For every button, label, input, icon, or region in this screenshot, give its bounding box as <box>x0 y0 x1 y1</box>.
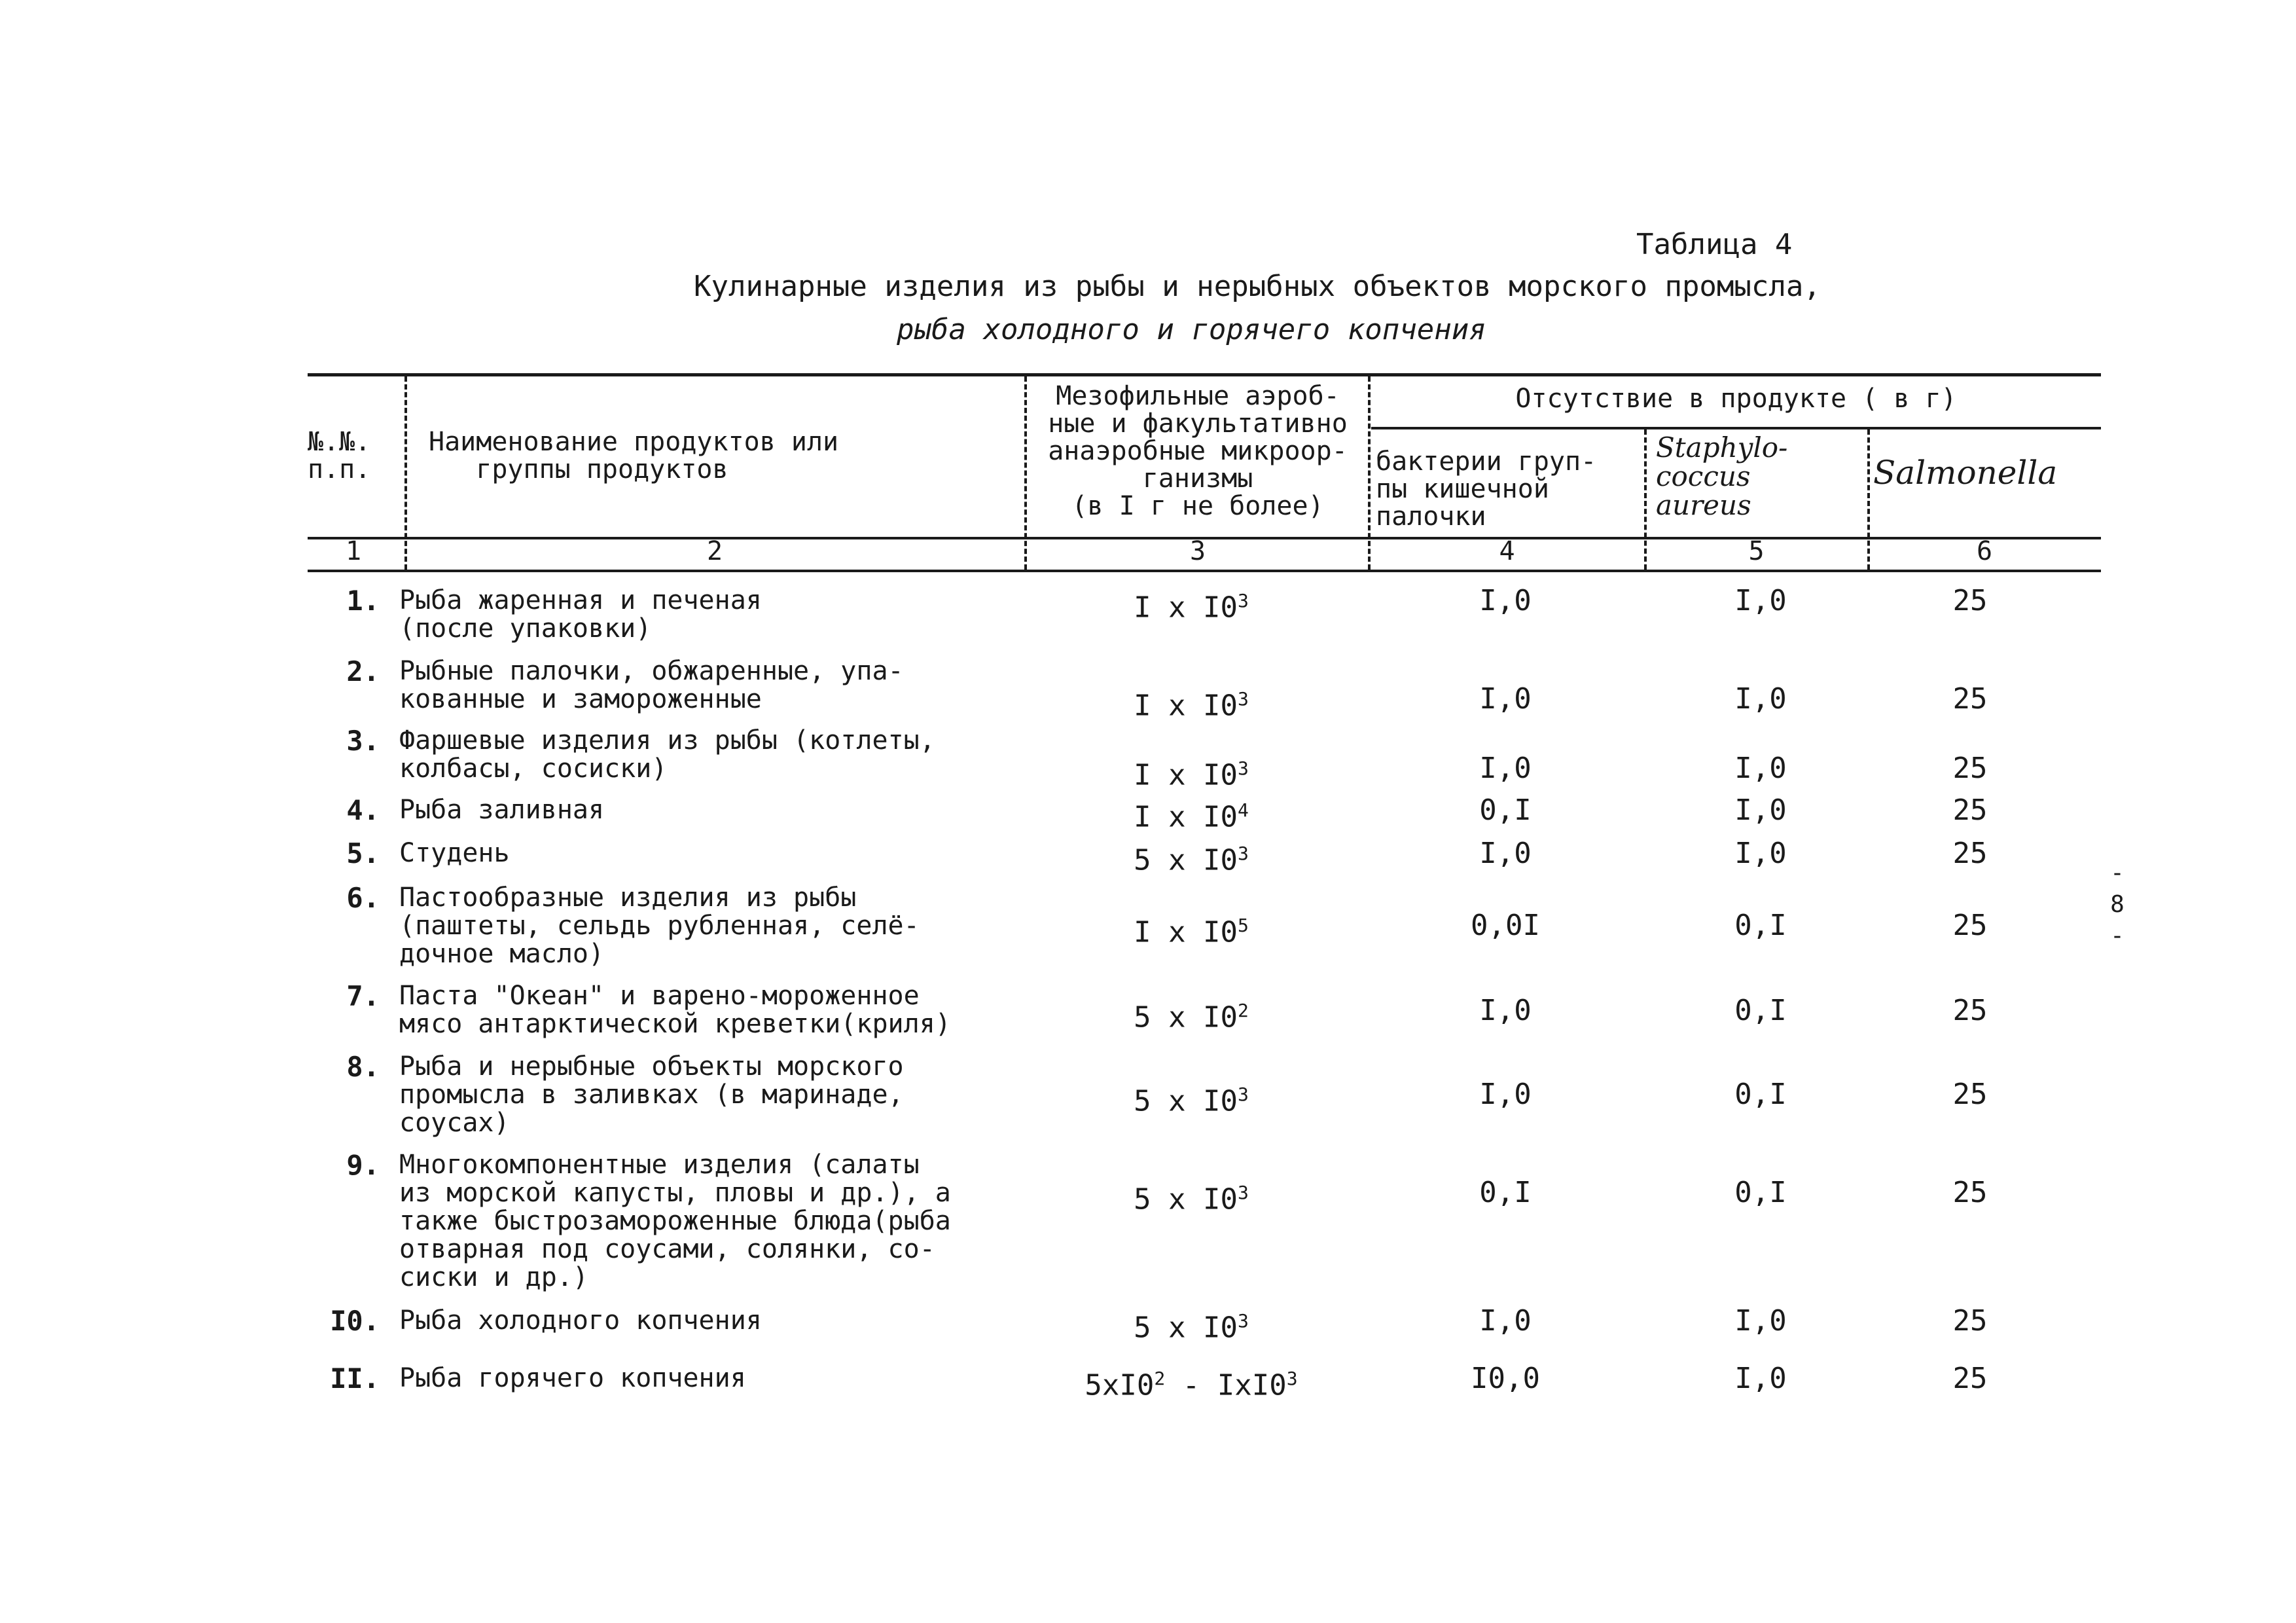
table-row-coliform: 0,I <box>1479 793 1532 827</box>
group-header-rule <box>1371 427 2101 429</box>
table-row-name: Многокомпонентные изделия (салаты из морской капусты, пловы и др.), а также быстрозамороженные блюда(рыба отварная под соусами, солянки, со- сиски и др.) <box>399 1150 951 1292</box>
table-row-name: Фаршевые изделия из рыбы (котлеты, колбасы, сосиски) <box>399 725 935 784</box>
table-row-microorganisms: 5 x $I0^3$ <box>1134 1310 1249 1345</box>
col-separator-2 <box>1024 376 1027 570</box>
table-row-number: 6. <box>346 882 380 914</box>
table-row-salmonella: 25 <box>1952 909 1988 942</box>
table-row-coliform: I,0 <box>1479 584 1532 617</box>
table-row-name: Паста "Океан" и варено-мороженное мясо антарктической креветки(криля) <box>399 981 951 1039</box>
table-row-microorganisms: $5xI0^2 - IxI0^3$ <box>1085 1368 1298 1402</box>
column-number-rule <box>308 570 2101 572</box>
table-row-salmonella: 25 <box>1952 1176 1988 1209</box>
column-number-1: 1 <box>345 536 362 566</box>
table-row-number: 8. <box>346 1051 380 1083</box>
table-row-staphylococcus: 0,I <box>1734 909 1787 942</box>
header-salmonella: Salmonella <box>1873 454 2058 492</box>
table-row-salmonella: 25 <box>1952 1078 1988 1111</box>
table-row-coliform: I,0 <box>1479 682 1532 716</box>
table-row-coliform: 0,I <box>1479 1176 1532 1209</box>
table-row-number: 5. <box>346 837 380 869</box>
table-row-name: Студень <box>399 838 510 868</box>
table-row-salmonella: 25 <box>1952 793 1988 827</box>
table-row-salmonella: 25 <box>1952 752 1988 785</box>
table-row-number: 4. <box>346 794 380 826</box>
table-row-staphylococcus: I,0 <box>1734 752 1787 785</box>
table-row-number: 1. <box>346 585 380 617</box>
table-row-coliform: I0,0 <box>1471 1362 1540 1395</box>
table-row-name: Рыба горячего копчения <box>399 1363 746 1393</box>
table-row-number: 3. <box>346 725 380 757</box>
table-row-staphylococcus: I,0 <box>1734 584 1787 617</box>
table-row-staphylococcus: I,0 <box>1734 793 1787 827</box>
table-row-name: Рыба и нерыбные объекты морского промысла в заливках (в маринаде, соусах) <box>399 1051 904 1138</box>
table-row-coliform: 0,0I <box>1471 909 1540 942</box>
column-number-2: 2 <box>706 536 723 566</box>
col-separator-3 <box>1368 376 1371 570</box>
table-row-microorganisms: I x $I0^5$ <box>1134 915 1249 949</box>
table-row-salmonella: 25 <box>1952 1362 1988 1395</box>
table-row-staphylococcus: I,0 <box>1734 1304 1787 1338</box>
table-row-salmonella: 25 <box>1952 837 1988 870</box>
table-row-coliform: I,0 <box>1479 837 1532 870</box>
table-row-microorganisms: 5 x $I0^2$ <box>1134 1000 1249 1034</box>
column-number-3: 3 <box>1189 536 1206 566</box>
table-row-salmonella: 25 <box>1952 994 1988 1027</box>
header-absence-group: Отсутствие в продукте ( в г) <box>1515 384 1957 414</box>
table-row-salmonella: 25 <box>1952 584 1988 617</box>
table-row-coliform: I,0 <box>1479 994 1532 1027</box>
table-row-number: I0. <box>330 1305 380 1337</box>
header-microorganisms: Мезофильные аэроб- ные и факультативно анаэробные микроор- ганизмы (в I г не более) <box>1048 381 1348 521</box>
table-row-name: Рыба холодного копчения <box>399 1305 762 1336</box>
table-row-name: Пастообразные изделия из рыбы (паштеты, сельдь рубленная, селё- дочное масло) <box>399 883 920 969</box>
table-row-staphylococcus: 0,I <box>1734 1176 1787 1209</box>
table-row-coliform: I,0 <box>1479 1304 1532 1338</box>
table-top-rule <box>308 373 2101 376</box>
column-number-5: 5 <box>1748 536 1765 566</box>
table-row-number: II. <box>330 1362 380 1395</box>
table-row-microorganisms: 5 x $I0^3$ <box>1134 843 1249 877</box>
table-row-name: Рыба жаренная и печеная (после упаковки) <box>399 585 762 644</box>
table-row-staphylococcus: I,0 <box>1734 1362 1787 1395</box>
table-row-number: 9. <box>346 1149 380 1181</box>
table-row-staphylococcus: 0,I <box>1734 1078 1787 1111</box>
header-row-number: №.№. п.п. <box>308 427 371 484</box>
table-row-staphylococcus: I,0 <box>1734 837 1787 870</box>
table-row-coliform: I,0 <box>1479 752 1532 785</box>
table-row-coliform: I,0 <box>1479 1078 1532 1111</box>
table-row-staphylococcus: I,0 <box>1734 682 1787 716</box>
column-number-4: 4 <box>1499 536 1515 566</box>
table-row-microorganisms: I x $I0^3$ <box>1134 757 1249 792</box>
table-row-name: Рыбные палочки, обжаренные, упа- кованные и замороженные <box>399 656 904 714</box>
table-row-number: 7. <box>346 980 380 1012</box>
table-title-line-1: Кулинарные изделия из рыбы и нерыбных объектов морского промысла, <box>694 270 1821 303</box>
table-row-microorganisms: I x $I0^3$ <box>1134 590 1249 625</box>
header-staphylococcus: Staphylo- coccus aureus <box>1656 431 1788 521</box>
table-row-staphylococcus: 0,I <box>1734 994 1787 1027</box>
table-label: Таблица 4 <box>1636 228 1793 261</box>
table-row-microorganisms: 5 x $I0^3$ <box>1134 1084 1249 1118</box>
header-coliform: бактерии груп- пы кишечной палочки <box>1376 447 1597 532</box>
page-number-mark: - 8 - <box>2110 860 2125 949</box>
table-row-salmonella: 25 <box>1952 682 1988 716</box>
table-row-number: 2. <box>346 655 380 687</box>
table-row-microorganisms: I x $I0^3$ <box>1134 688 1249 723</box>
header-product-name: Наименование продуктов или группы продуктов <box>429 427 839 484</box>
table-row-microorganisms: 5 x $I0^3$ <box>1134 1182 1249 1216</box>
table-title-line-2: рыба холодного и горячего копчения <box>897 313 1486 346</box>
table-row-microorganisms: I x $I0^4$ <box>1134 799 1249 834</box>
column-number-6: 6 <box>1976 536 1993 566</box>
table-row-name: Рыба заливная <box>399 795 605 825</box>
table-row-salmonella: 25 <box>1952 1304 1988 1338</box>
